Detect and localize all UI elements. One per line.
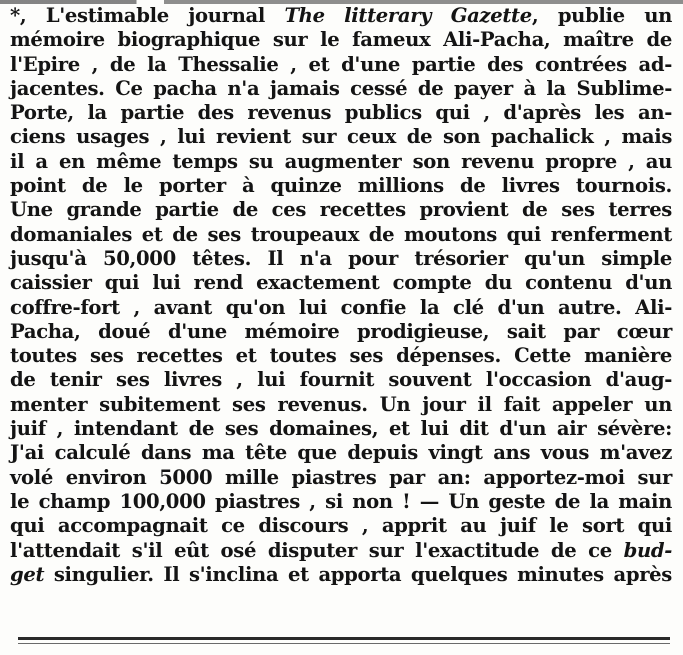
text-line-13: coffre-fort , avant qu'on lui confie la clé d'un autre. Ali- — [10, 295, 672, 319]
text-line-9: Une grande partie de ces recettes provient de ses terres — [10, 198, 672, 222]
text-line-17: menter subitement ses revenus. Un jour il fait appeler un — [10, 392, 672, 416]
text-line-20: volé environ 5000 mille piastres par an: apportez-moi sur — [10, 465, 672, 489]
text-line-24: get singulier. Il s'inclina et apporta quelques minutes après — [10, 562, 672, 586]
text-line-21: le champ 100,000 piastres , si non ! — Un geste de la main — [10, 489, 672, 513]
bottom-rule-thick — [18, 637, 670, 640]
text-line-2: mémoire biographique sur le fameux Ali-Pacha, maître de — [10, 28, 672, 52]
text-line-19: J'ai calculé dans ma tête que depuis vingt ans vous m'avez — [10, 441, 672, 465]
text-line-16: de tenir ses livres , lui fournit souvent l'occasion d'aug- — [10, 368, 672, 392]
text-line-12: caissier qui lui rend exactement compte du contenu d'un — [10, 271, 672, 295]
text-line-11: jusqu'à 50,000 têtes. Il n'a pour trésorier qu'un simple — [10, 246, 672, 270]
text-line-23: l'attendait s'il eût osé disputer sur l'exactitude de ce bud- — [10, 538, 672, 562]
text-line-18: juif , intendant de ses domaines, et lui dit d'un air sévère: — [10, 417, 672, 441]
text-line-5: Porte, la partie des revenus publics qui , d'après les an- — [10, 101, 672, 125]
text-line-1: *, L'estimable journal The litterary Gazette, publie un — [10, 4, 672, 27]
text-line-3: l'Epire , de la Thessalie , et d'une partie des contrées ad- — [10, 52, 672, 76]
text-line-15: toutes ses recettes et toutes ses dépenses. Cette manière — [10, 344, 672, 368]
text-line-7: il a en même temps su augmenter son revenu propre , au — [10, 149, 672, 173]
text-line-14: Pacha, doué d'une mémoire prodigieuse, sait par cœur — [10, 319, 672, 343]
text-line-6: ciens usages , lui revient sur ceux de son pachalick , mais — [10, 125, 672, 149]
article-body — [10, 4, 672, 587]
text-line-8: point de le porter à quinze millions de livres tournois. — [10, 174, 672, 198]
text-line-4: jacentes. Ce pacha n'a jamais cessé de payer à la Sublime- — [10, 76, 672, 100]
text-line-10: domaniales et de ses troupeaux de moutons qui renferment — [10, 222, 672, 246]
text-line-22: qui accompagnait ce discours , apprit au juif le sort qui — [10, 514, 672, 538]
bottom-rule-thin — [18, 643, 670, 644]
